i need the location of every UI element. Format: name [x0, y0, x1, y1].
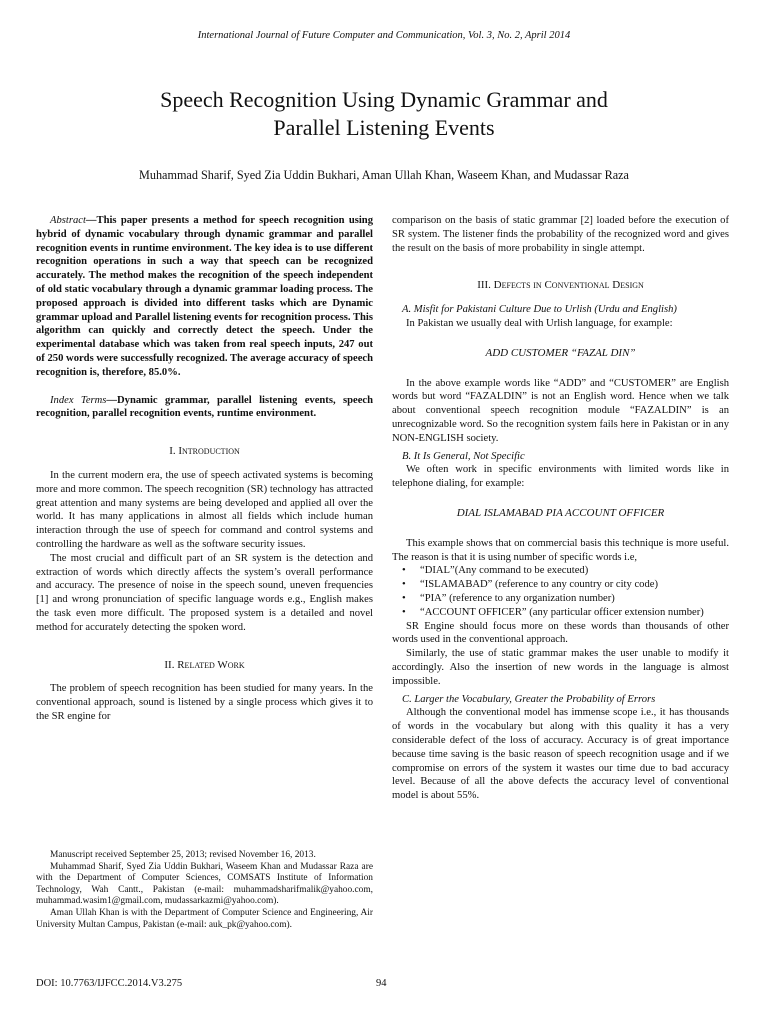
paragraph-continued: comparison on the basis of static grammar [2] loaded before the execution of SR system. The listener finds the probability of the recognized word and gives the result on the basis of more probability in single attempt.: [392, 215, 729, 254]
paragraph: In the above example words like “ADD” and “CUSTOMER” are English words but word “FAZALDIN” is not an English word. Hence when we talk about conventional speech recognition module “FAZALDIN” is an unrecognizable word. So the recognition system fails here in Pakistan or in any NON-ENGLISH society.: [392, 377, 729, 444]
paragraph: This example shows that on commercial basis this technique is more useful. The reason is that it is using number of specific words i.e,: [392, 537, 729, 563]
footnote: Aman Ullah Khan is with the Department of Computer Science and Engineering, Air University Multan Campus, Pakistan (e-mail: auk_pk@yahoo.com).: [36, 907, 373, 930]
abstract: [36, 214, 373, 380]
paragraph: Although the conventional model has immense scope i.e., it has thousands of words in the vocabulary but along with this quality it has a very considerable defect of the loss of accuracy. Accuracy is of great importance because time saving is the basic reason of speech recognition usage and if we compromise on errors of the system it wastes our time due to bad accuracy level. Because of all the above defects the accuracy level of conventional model is about 55%.: [392, 707, 729, 802]
subsection-heading: C. Larger the Vocabulary, Greater the Probability of Errors: [402, 693, 656, 705]
author-list: Muhammad Sharif, Syed Zia Uddin Bukhari, Aman Ullah Khan, Waseem Khan, and Mudassar Raza: [139, 168, 629, 182]
list-item: [402, 592, 729, 606]
list-item: [402, 606, 729, 620]
abstract-text: —This paper presents a method for speech recognition using hybrid of dynamic vocabulary through dynamic grammar and parallel recognition events in runtime environment. The key idea is to use different recognition operations in such a way that speech can be recognized accurately. The method makes the recognition of the speech independent of old static vocabulary through a dynamic grammar loading process. The proposed approach is divided into different tasks which are Dynamic grammar upload and Parallel listening events for recognition process. This algorithm can quickly and correctly detect the speech. Under the experimental database which was taken from real speech inputs, 247 out of 250 words were successfully recognized. The average accuracy of speech recognition is, therefore, 85.0%.: [36, 215, 373, 378]
paragraph: In the current modern era, the use of speech activated systems is becoming more and more common. The speech recognition (SR) technology has attracted great attention and many systems are being developed and applied all over the world. It has many applications in almost all fields which include human interaction through the use of speech for command and control systems and controlling the hardware as well as the software security issues.: [36, 469, 373, 550]
paragraph: In Pakistan we usually deal with Urlish language, for example:: [406, 317, 673, 329]
list-item-text: “ISLAMABAD” (reference to any country or city code): [420, 579, 658, 591]
journal-header: International Journal of Future Computer and Communication, Vol. 3, No. 2, April 2014: [197, 30, 571, 41]
paragraph: The problem of speech recognition has been studied for many years. In the conventional approach, sound is listened by a single process which gives it to the SR engine for: [36, 683, 373, 722]
bullet-list: [392, 564, 729, 619]
index-terms: [36, 394, 373, 422]
footnote: Muhammad Sharif, Syed Zia Uddin Bukhari, Waseem Khan and Mudassar Raza are with the Department of Computer Sciences, COMSATS Institute of Information Technology, Wah Cantt., Pakistan (e-mail: muhammadsharifmalik@yahoo.com, muhammad.wasim1@gmail.com, mudassarkazmi@yahoo.com).: [36, 861, 373, 907]
paragraph: SR Engine should focus more on these words than thousands of other words used in the conventional approach.: [392, 620, 729, 646]
page-number: 94: [376, 978, 387, 989]
paragraph: We often work in specific environments with limited words like in telephone dialing, for example:: [392, 464, 729, 490]
section-heading-defects: III. Defects in Conventional Design: [477, 279, 644, 292]
section-heading-related-work: II. Related Work: [164, 658, 245, 671]
paragraph: Similarly, the use of static grammar makes the user unable to modify it accordingly. Also the insertion of new words in the language is almost impossible.: [392, 648, 729, 687]
paragraph: The most crucial and difficult part of an SR system is the detection and extraction of words which directly affects the system’s overall performance and accuracy. The presence of noise in the speech sound, uneven frequencies [1] and wrong pronunciation of specific language words e.g., English makes the task even more difficult. The proposed system is a detailed and novel method for accurately detecting the spoken word.: [36, 552, 373, 633]
index-terms-text: —Dynamic grammar, parallel listening events, speech recognition, parallel recognition events, runtime environment.: [36, 394, 373, 420]
title-line-2: Parallel Listening Events: [273, 115, 495, 140]
index-terms-lead: Index Terms: [50, 394, 107, 406]
list-item-text: “ACCOUNT OFFICER” (any particular officer extension number): [420, 606, 704, 618]
subsection-heading: B. It Is General, Not Specific: [402, 450, 525, 462]
list-item: [402, 564, 729, 578]
doi: DOI: 10.7763/IJFCC.2014.V3.275: [36, 978, 183, 989]
bullet-icon: •: [402, 565, 406, 577]
footnotes: [36, 850, 373, 931]
example-command: DIAL ISLAMABAD PIA ACCOUNT OFFICER: [456, 506, 665, 519]
right-column: [392, 214, 729, 803]
paper-title: [60, 86, 708, 142]
section-heading-introduction: I. Introduction: [169, 445, 240, 458]
list-item-text: “PIA” (reference to any organization number): [420, 592, 615, 604]
abstract-lead: Abstract: [50, 215, 86, 226]
list-item: [402, 578, 729, 592]
bullet-icon: •: [402, 579, 406, 591]
subsection-heading: A. Misfit for Pakistani Culture Due to Urlish (Urdu and English): [402, 304, 677, 316]
title-line-1: Speech Recognition Using Dynamic Grammar and: [160, 87, 608, 112]
bullet-icon: •: [402, 606, 406, 618]
left-column: [36, 214, 373, 724]
bullet-icon: •: [402, 592, 406, 604]
example-command: ADD CUSTOMER “FAZAL DIN”: [485, 346, 636, 359]
footnote: Manuscript received September 25, 2013; revised November 16, 2013.: [50, 850, 316, 860]
list-item-text: “DIAL”(Any command to be executed): [420, 565, 589, 577]
